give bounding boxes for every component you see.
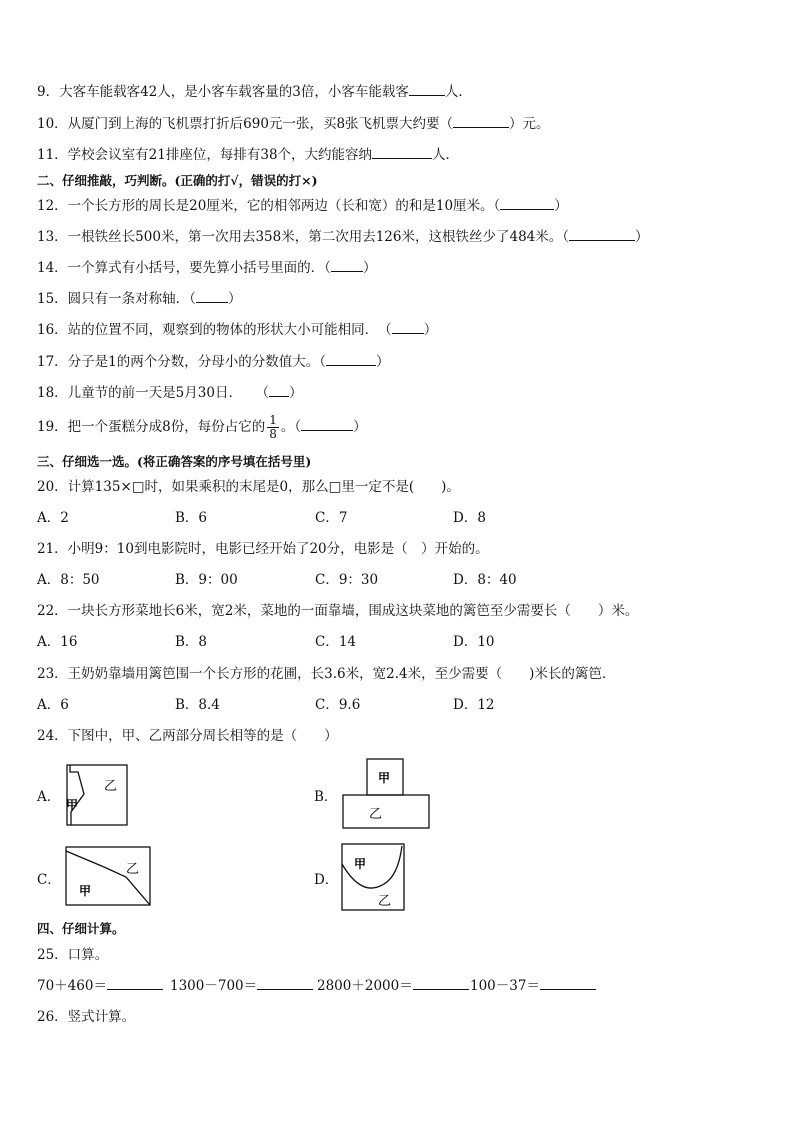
question-10-text: 10．从厦门到上海的飞机票打折后690元一张，买8张飞机票大约要（ xyxy=(37,116,454,132)
figure-c xyxy=(64,845,152,907)
question-10 xyxy=(37,115,550,133)
question-26: 26．竖式计算。 xyxy=(37,1009,136,1025)
answer-blank[interactable] xyxy=(500,197,554,210)
question-11-text: 11．学校会议室有21排座位，每排有38个，大约能容纳 xyxy=(37,147,373,163)
figure-b-yi: 乙 xyxy=(369,807,383,822)
figure-c-yi: 乙 xyxy=(126,862,140,877)
question-22: 22．一块长方形菜地长6米，宽2米，菜地的一面靠墙，围成这块菜地的篱笆至少需要长（ ）米。 xyxy=(37,603,639,619)
question-11-end: 人． xyxy=(432,147,460,163)
question-20: 20．计算135×□时，如果乘积的末尾是0，那么□里一定不是( )。 xyxy=(37,479,460,495)
option-a[interactable]: A．16 xyxy=(37,634,78,650)
option-b[interactable]: B．6 xyxy=(175,510,208,526)
question-24: 24．下图中，甲、乙两部分周长相等的是（ ） xyxy=(37,728,338,744)
option-a[interactable]: A．6 xyxy=(37,697,69,713)
calc-expression: 1300－700＝ xyxy=(170,978,258,994)
figure-d-yi: 乙 xyxy=(378,894,392,909)
close-paren: ） xyxy=(227,291,242,307)
question-14-text: 14．一个算式有小括号，要先算小括号里面的．（ xyxy=(37,260,331,276)
option-b[interactable]: B．8 xyxy=(175,634,208,650)
option-b[interactable]: B．8.4 xyxy=(175,697,220,713)
answer-blank[interactable] xyxy=(392,321,424,334)
option-b-label[interactable]: B． xyxy=(314,789,338,805)
figure-d xyxy=(340,842,406,912)
question-9-text: 9．大客车能载客42人，是小客车载客量的3倍，小客车能载客 xyxy=(37,84,409,100)
question-17-text: 17．分子是1的两个分数，分母小的分数值大。（ xyxy=(37,354,327,370)
option-c[interactable]: C．9.6 xyxy=(315,697,361,713)
fraction-denominator: 8 xyxy=(269,427,277,441)
question-17 xyxy=(37,353,390,371)
answer-blank[interactable] xyxy=(453,115,509,128)
question-18-text: 18．儿童节的前一天是5月30日． （ xyxy=(37,385,269,401)
question-19 xyxy=(37,412,367,442)
figure-a-divider xyxy=(70,765,84,825)
option-c[interactable]: C．7 xyxy=(315,510,348,526)
figure-a xyxy=(66,764,128,826)
answer-blank[interactable] xyxy=(540,977,596,990)
calc-item xyxy=(170,977,313,995)
close-paren: ） xyxy=(635,229,649,245)
option-d-label[interactable]: D． xyxy=(314,872,339,888)
question-23: 23．王奶奶靠墙用篱笆围一个长方形的花圃，长3.6米，宽2.4米，至少需要（ )米长的篱笆． xyxy=(37,666,616,682)
answer-blank[interactable] xyxy=(569,228,635,241)
calc-expression: 2800＋2000＝ xyxy=(317,978,413,994)
option-d[interactable]: D．8 xyxy=(453,510,486,526)
question-11 xyxy=(37,146,459,164)
option-b[interactable]: B．9：00 xyxy=(175,572,238,588)
option-a[interactable]: A．2 xyxy=(37,510,69,526)
question-18 xyxy=(37,384,302,402)
answer-blank[interactable] xyxy=(196,290,228,303)
figure-a-jia: 甲 xyxy=(66,798,79,812)
answer-blank[interactable] xyxy=(257,977,313,990)
fraction-numerator: 1 xyxy=(269,413,277,427)
question-16-text: 16．站的位置不同，观察到的物体的形状大小可能相同． （ xyxy=(37,322,392,338)
close-paren: ） xyxy=(376,354,390,370)
answer-blank[interactable] xyxy=(331,259,363,272)
figure-d-curve xyxy=(342,846,402,888)
figure-b-jia: 甲 xyxy=(378,771,391,785)
fraction xyxy=(267,414,279,441)
question-19-text: 19．把一个蛋糕分成8份，每份占它的 xyxy=(37,419,266,435)
section-3-heading: 三、仔细选一选。(将正确答案的序号填在括号里) xyxy=(37,454,312,469)
section-2-heading: 二、仔细推敲，巧判断。(正确的打√，错误的打×) xyxy=(37,173,318,188)
question-9-end: 人． xyxy=(444,84,472,100)
answer-blank[interactable] xyxy=(413,977,469,990)
option-d[interactable]: D．8：40 xyxy=(453,572,517,588)
answer-blank[interactable] xyxy=(326,353,376,366)
question-13-text: 13．一根铁丝长500米，第一次用去358米，第二次用去126米，这根铁丝少了484米。（ xyxy=(37,229,569,245)
question-15 xyxy=(37,290,241,308)
answer-blank[interactable] xyxy=(409,83,445,96)
question-13 xyxy=(37,228,649,246)
option-c[interactable]: C．14 xyxy=(315,634,357,650)
answer-blank[interactable] xyxy=(372,146,432,159)
figure-b-bottom-rect xyxy=(343,795,429,828)
answer-blank[interactable] xyxy=(269,384,289,397)
close-paren: ） xyxy=(554,198,568,214)
close-paren: ） xyxy=(423,322,438,338)
question-21: 21．小明9：10到电影院时，电影已经开始了20分，电影是（ ）开始的。 xyxy=(37,541,489,557)
close-paren: ） xyxy=(362,260,377,276)
question-9 xyxy=(37,83,472,101)
option-d[interactable]: D．12 xyxy=(453,697,495,713)
option-c[interactable]: C．9：30 xyxy=(315,572,379,588)
option-c-label[interactable]: C． xyxy=(37,872,61,888)
answer-blank[interactable] xyxy=(107,977,163,990)
option-a-label[interactable]: A． xyxy=(37,789,61,805)
answer-blank[interactable] xyxy=(301,418,353,431)
calc-expression: 70＋460＝ xyxy=(37,978,107,994)
question-16 xyxy=(37,321,437,339)
calc-item xyxy=(37,977,163,995)
option-a[interactable]: A．8：50 xyxy=(37,572,100,588)
question-14 xyxy=(37,259,376,277)
close-paren: ） xyxy=(288,385,303,401)
question-25: 25．口算。 xyxy=(37,947,109,963)
option-d[interactable]: D．10 xyxy=(453,634,495,650)
question-10-end: ）元。 xyxy=(509,116,550,132)
calc-expression: 100－37＝ xyxy=(470,978,540,994)
figure-a-outline xyxy=(67,765,127,825)
question-15-text: 15．圆只有一条对称轴．（ xyxy=(37,291,196,307)
figure-b xyxy=(341,758,431,830)
figure-a-yi: 乙 xyxy=(104,779,118,794)
calc-item xyxy=(317,977,469,995)
question-19-text-b: 。（ xyxy=(280,419,302,435)
calc-item xyxy=(470,977,596,995)
figure-d-jia: 甲 xyxy=(354,857,367,871)
figure-c-jia: 甲 xyxy=(79,884,92,898)
close-paren: ） xyxy=(353,419,367,435)
question-12-text: 12．一个长方形的周长是20厘米，它的相邻两边（长和宽）的和是10厘米。（ xyxy=(37,198,501,214)
question-12 xyxy=(37,197,568,215)
section-4-heading: 四、仔细计算。 xyxy=(37,921,125,936)
